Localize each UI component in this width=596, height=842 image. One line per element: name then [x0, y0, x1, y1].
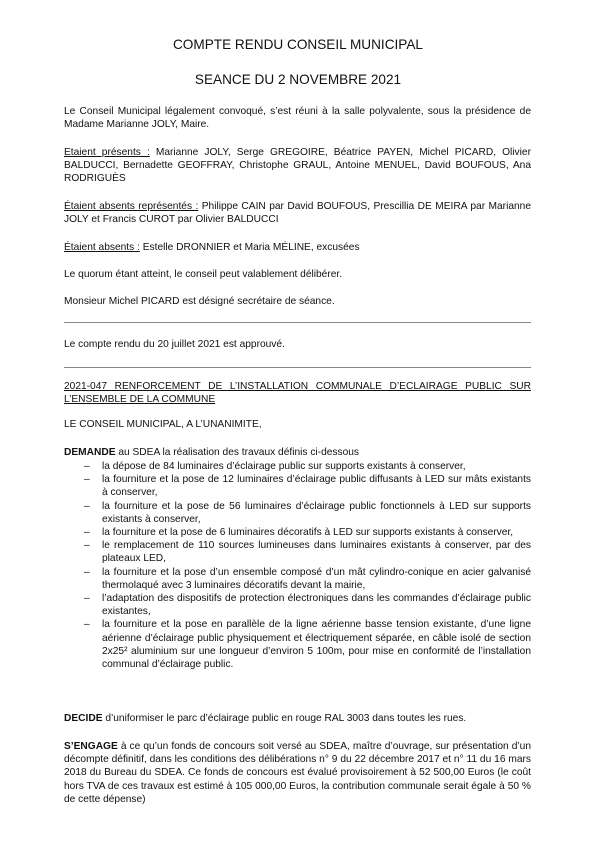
engage-label: S’ENGAGE	[64, 741, 118, 752]
decide-label: DECIDE	[64, 713, 103, 724]
intro-paragraph: Le Conseil Municipal légalement convoqué, s’est réuni à la salle polyvalente, sous la présidence de Madame Marianne JOLY, Maire.	[64, 106, 531, 131]
list-item: – le remplacement de 110 sources lumineuses dans luminaires existants à conserver, par des plateaux LED,	[84, 540, 531, 565]
works-list	[64, 460, 531, 671]
secretary-paragraph: Monsieur Michel PICARD est désigné secrétaire de séance.	[64, 296, 335, 307]
list-dash: –	[84, 474, 90, 486]
absent-label: Étaient absents :	[64, 242, 140, 253]
list-item: – la fourniture et la pose de 6 luminaires décoratifs à LED sur supports existants à conserver,	[84, 527, 514, 539]
demande-text: au SDEA la réalisation des travaux définis ci-dessous	[115, 447, 360, 458]
council-decision-heading: LE CONSEIL MUNICIPAL, A L’UNANIMITE,	[64, 419, 262, 430]
list-item: – la fourniture et la pose d’un ensemble composé d’un mât cylindro-conique en acier galvanisé thermolaqué avec 3 luminaires décoratifs devant la mairie,	[84, 566, 531, 591]
list-dash: –	[84, 593, 90, 605]
engage-text: à ce qu’un fonds de concours soit versé au SDEA, maître d’ouvrage, sur présentation d’un décompte définitif, dans les conditions des délibérations n° 9 du 22 décembre 2017 et n° 11 du 16 mars 2018 du Bureau du SDEA. Ce fonds de concours est évalué provisoirement à 52 500,00 Euros (le coût hors TVA de ces travaux est estimé à 105 000,00 Euros, la contribution communale serait égale à 50 % de cette dépense)	[64, 741, 531, 805]
decide-text: d’uniformiser le parc d’éclairage public en rouge RAL 3003 dans toutes les rues.	[102, 713, 467, 724]
list-item: – la fourniture et la pose de 56 luminaires d’éclairage public fonctionnels à LED sur supports existants à conserver,	[84, 500, 531, 525]
demande-paragraph	[64, 446, 531, 459]
engage-paragraph	[64, 740, 531, 806]
list-dash: –	[84, 461, 90, 472]
presents-label: Etaient présents :	[64, 147, 150, 158]
list-dash: –	[84, 566, 90, 578]
list-item: – la fourniture et la pose de 12 luminaires d’éclairage public diffusants à LED sur mâts existants à conserver,	[84, 474, 531, 499]
list-dash: –	[84, 540, 90, 552]
absent-names: Estelle DRONNIER et Maria MÉLINE, excusées	[139, 242, 360, 253]
represented-label: Étaient absents représentés :	[64, 201, 199, 212]
document-title: COMPTE RENDU CONSEIL MUNICIPAL	[172, 37, 423, 52]
presents-paragraph	[64, 146, 531, 186]
list-item: – l’adaptation des dispositifs de protection électroniques dans les commandes d’éclairage public existantes,	[84, 593, 531, 618]
deliberation-title: 2021-047 RENFORCEMENT DE L’INSTALLATION COMMUNALE D’ECLAIRAGE PUBLIC SUR L’ENSEMBLE DE LA COMMUNE	[64, 381, 531, 406]
represented-paragraph	[64, 200, 531, 226]
quorum-paragraph: Le quorum étant atteint, le conseil peut valablement délibérer.	[64, 269, 343, 280]
list-dash: –	[84, 527, 90, 539]
presents-names: Marianne JOLY, Serge GREGOIRE, Béatrice PAYEN, Michel PICARD, Olivier BALDUCCI, Bernadette GEOFFRAY, Christophe GRAUL, Antoine MENUEL, David BOUFOUS, Ana RODRIGUÈS	[64, 147, 531, 185]
list-item: – la fourniture et la pose en parallèle de la ligne aérienne basse tension existante, d’une ligne aérienne d’éclairage public physiquement et électriquement séparée, en câble isolé de section 2x25² aluminium sur une longueur d’environ 5 100m, pour mise en conformité de l’installation communal d’éclairage public.	[84, 619, 531, 671]
list-dash: –	[84, 619, 90, 631]
demande-label: DEMANDE	[64, 447, 116, 458]
list-item: – la dépose de 84 luminaires d’éclairage public sur supports existants à conserver,	[84, 461, 466, 472]
approval-paragraph: Le compte rendu du 20 juillet 2021 est approuvé.	[64, 339, 285, 350]
list-dash: –	[84, 500, 90, 512]
represented-names: Philippe CAIN par David BOUFOUS, Prescillia DE MEIRA par Marianne JOLY et Francis CUROT par Olivier BALDUCCI	[64, 201, 531, 226]
absent-paragraph	[64, 241, 531, 254]
section-divider	[64, 367, 531, 368]
decide-paragraph	[64, 712, 531, 725]
section-divider	[64, 322, 531, 323]
session-date-title: SEANCE DU 2 NOVEMBRE 2021	[194, 72, 402, 87]
